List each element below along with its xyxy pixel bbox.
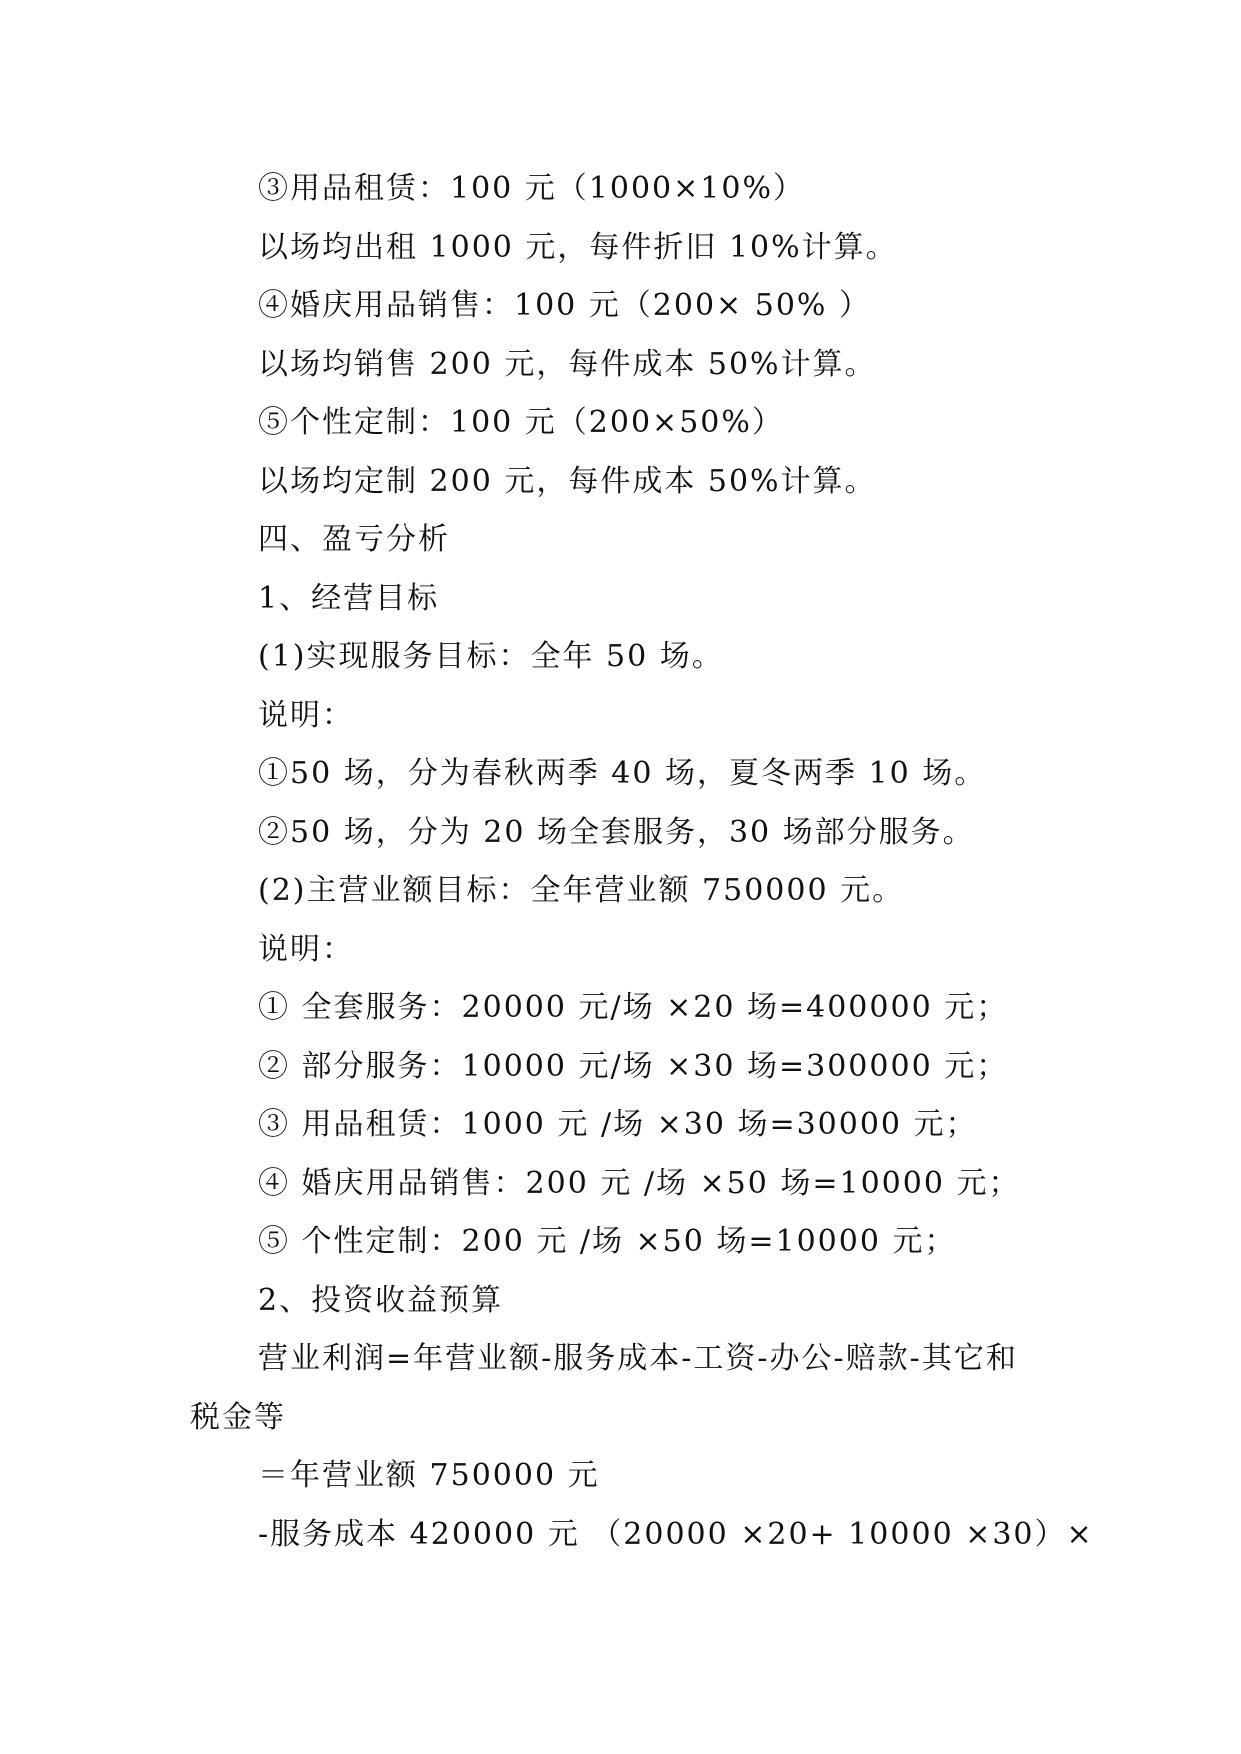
text-line: ③用品租赁：100 元（1000×10%） bbox=[258, 171, 805, 206]
text-line: 说明： bbox=[258, 931, 354, 967]
section-heading: 四、盈亏分析 bbox=[258, 522, 450, 557]
text-line: ④婚庆用品销售：100 元（200× 50% ） bbox=[258, 288, 871, 323]
text-line: ②50 场，分为 20 场全套服务，30 场部分服务。 bbox=[258, 814, 975, 850]
text-line: ⑤个性定制：100 元（200×50%） bbox=[258, 405, 784, 440]
text-line: (2)主营业额目标：全年营业额 750000 元。 bbox=[258, 873, 905, 908]
text-line: 税金等 bbox=[190, 1399, 286, 1435]
text-line: -服务成本 420000 元 （20000 ×20+ 10000 ×30）× bbox=[258, 1516, 1094, 1552]
text-line: ③ 用品租赁：1000 元 /场 ×30 场=30000 元； bbox=[258, 1107, 978, 1142]
text-line: 以场均定制 200 元，每件成本 50%计算。 bbox=[258, 463, 877, 499]
text-line: 以场均销售 200 元，每件成本 50%计算。 bbox=[258, 346, 877, 382]
subsection-heading: 1、经营目标 bbox=[258, 580, 440, 616]
text-line: ① 全套服务：20000 元/场 ×20 场=400000 元； bbox=[258, 990, 1009, 1025]
text-line: ④ 婚庆用品销售：200 元 /场 ×50 场=10000 元； bbox=[258, 1165, 1021, 1201]
document-body bbox=[0, 160, 1241, 1564]
text-line: ①50 场，分为春秋两季 40 场，夏冬两季 10 场。 bbox=[258, 756, 987, 791]
text-line: 以场均出租 1000 元，每件折旧 10%计算。 bbox=[258, 229, 898, 265]
text-line: (1)实现服务目标：全年 50 场。 bbox=[258, 639, 724, 674]
text-line: 说明： bbox=[258, 697, 354, 733]
text-line: ＝年营业额 750000 元 bbox=[258, 1458, 600, 1493]
text-line: 营业利润=年营业额-服务成本-工资-办公-赔款-其它和 bbox=[258, 1341, 1018, 1376]
subsection-heading: 2、投资收益预算 bbox=[258, 1282, 504, 1318]
text-line: ② 部分服务：10000 元/场 ×30 场=300000 元； bbox=[258, 1048, 1009, 1084]
text-line: ⑤ 个性定制：200 元 /场 ×50 场=10000 元； bbox=[258, 1224, 957, 1259]
